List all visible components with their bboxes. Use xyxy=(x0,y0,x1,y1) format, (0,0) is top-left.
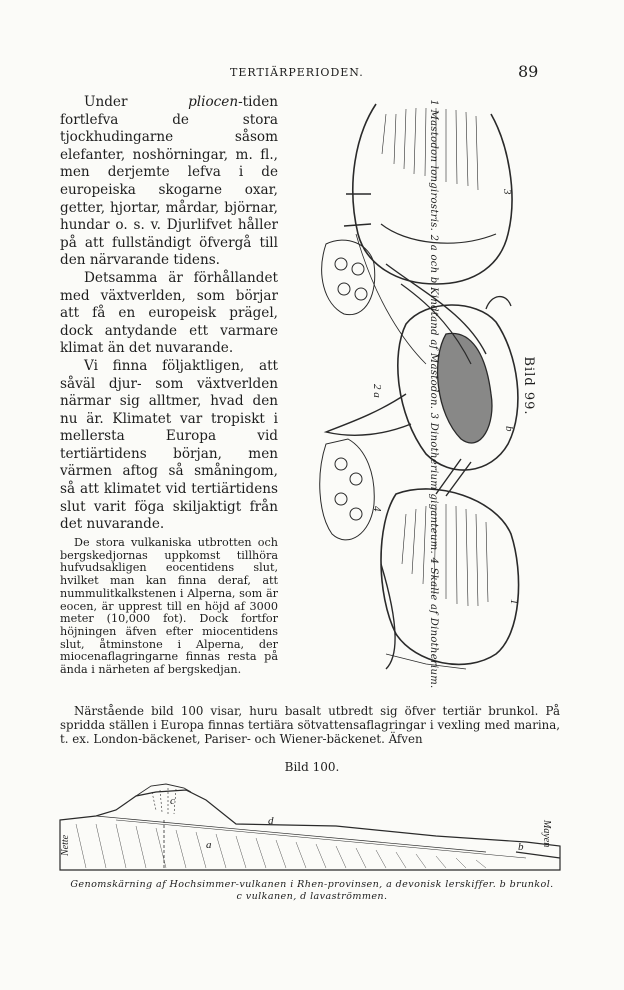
figure-100-caption-line2: c vulkanen, d lavaströmmen. xyxy=(236,891,388,902)
figure-99-illustration xyxy=(286,94,560,694)
figure-99-caption: 1 Mastodon longirostris. 2 a och b Kindtand af Mastodon. 3 Dinotherium giganteum. 4 Skalle af Dinotherium. xyxy=(428,99,439,689)
numeral-1: 1 xyxy=(508,599,520,605)
paragraph-pliocene: Under pliocen-tiden fortlefva de stora tjockhudingarne såsom elefanter, noshörningar, m. fl., men derjemte lefva i de europeiska skogarne oxar, getter, hjortar, mårdar, björnar, hundar o. s. v. Djurlifvet håller på att fullständigt öfvergå till den närvarande tidens. xyxy=(60,94,278,269)
figure-99-label: Bild 99. xyxy=(521,356,536,416)
numeral-2a: 2 a xyxy=(371,384,383,398)
letter-d: d xyxy=(268,815,274,827)
figure-100-caption-line1: Genomskärning af Hochsimmer-vulkanen i Rhen-provinsen, a devonisk lerskiffer. b brunkol. xyxy=(70,879,554,890)
figure-100-caption xyxy=(50,879,574,903)
basalt-paragraph: Närstående bild 100 visar, huru basalt utbredt sig öfver tertiär brunkol. På spridda ställen i Europa finnas tertiära sötvattensaflagringar i vexling med marina, t. ex. London-bäckenet, Pariser- och Wiener-bäckenet. Äfven xyxy=(60,704,560,747)
letter-a: a xyxy=(206,839,212,851)
figure-100-cross-section xyxy=(56,780,564,876)
figure-99 xyxy=(286,94,560,694)
page-number: 89 xyxy=(518,62,539,81)
pliocene-term: pliocen xyxy=(188,94,239,110)
volcanic-note: De stora vulkaniska utbrotten och bergskedjornas uppkomst tillhöra hufvudsakligen eocentidens slut, hvilket man kan finna deraf, att nummulitkalkstenen i Alperna, som är eocen, är upprest till en höjd af 3000 meter (10,000 fot). Dock fortfor höjningen äfven efter miocentidens slut, åtminstone i Alperna, der miocenaflagringarne finnas resta på ända i närheten af bergskedjan. xyxy=(60,536,278,677)
small-print-note xyxy=(60,537,278,677)
paragraph-flora: Detsamma är förhållandet med växtverlden, som börjar att få en europeisk prägel, dock antydande ett varmare klimat än det nuvarande. xyxy=(60,269,278,357)
letter-b: b xyxy=(518,841,524,853)
numeral-4: 4 xyxy=(371,506,383,512)
paragraph-climate: Vi finna följaktligen, att såväl djur- som växtverlden närmar sig alltmer, hvad den nu är. Klimatet var tropiskt i mellersta Europa vid tertiärtidens början, men värmen aftog så småningom, så att klimatet vid tertiärtidens slut varit föga skiljaktigt från det nuvarande. xyxy=(60,357,278,533)
full-width-paragraph xyxy=(60,704,560,747)
place-nette: Nette xyxy=(60,834,71,856)
numeral-3: 3 xyxy=(501,189,513,195)
main-text-column xyxy=(60,94,278,534)
molar-teeth-illustration xyxy=(320,240,375,540)
letter-c: c xyxy=(170,795,175,807)
terrain-outline xyxy=(60,790,560,870)
numeral-2b: b xyxy=(503,426,515,432)
cross-section-strata xyxy=(60,784,560,870)
place-mayen: Mayen xyxy=(541,820,552,848)
figure-100-title: Bild 100. xyxy=(284,760,340,774)
running-title: TERTIÄRPERIODEN. xyxy=(230,66,364,79)
dinotherium-head-illustration xyxy=(381,459,519,669)
